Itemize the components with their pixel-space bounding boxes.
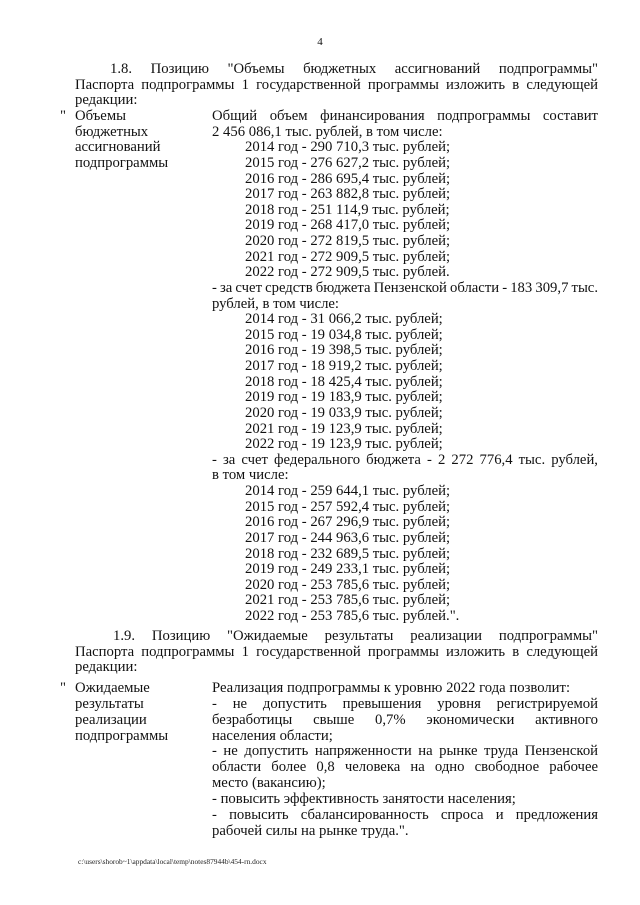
year-amount-line: 2016 год - 19 398,5 тыс. рублей;: [245, 342, 443, 359]
expected-results-text: [212, 681, 598, 839]
label-line: подпрограммы: [75, 727, 169, 744]
result-line: - повысить эффективность занятости населения;: [212, 790, 516, 807]
year-amount-line: 2021 год - 253 785,6 тыс. рублей;: [245, 592, 451, 609]
regional-budget-line: рублей, в том числе:: [212, 295, 340, 312]
result-line: безработицы свыше 0,7% экономически активного: [212, 711, 599, 728]
budget-allocation-text: [212, 109, 598, 625]
label-line: реализации: [75, 711, 147, 728]
page-number: 4: [317, 36, 323, 48]
quote-char: ": [60, 680, 66, 696]
result-line: - не допустить напряженности на рынке труда Пензенской: [212, 743, 599, 760]
year-amount-line: 2017 год - 244 963,6 тыс. рублей;: [245, 529, 451, 546]
label-line: ассигнований: [75, 139, 161, 156]
section-1-9-heading: [75, 629, 598, 676]
year-amount-line: 2022 год - 19 123,9 тыс. рублей;: [245, 436, 443, 453]
regional-budget-line: - за счет средств бюджета Пензенской области - 183 309,7 тыс.: [212, 279, 598, 296]
section-1-8-heading: [75, 62, 598, 109]
year-amount-line: 2020 год - 253 785,6 тыс. рублей;: [245, 576, 451, 593]
budget-position-label: [75, 109, 168, 172]
year-amount-line: 2014 год - 259 644,1 тыс. рублей;: [245, 483, 451, 499]
year-amount-line: 2017 год - 263 882,8 тыс. рублей;: [245, 186, 451, 203]
label-line: Ожидаемые: [75, 680, 150, 696]
year-amount-line: 2021 год - 19 123,9 тыс. рублей;: [245, 420, 443, 437]
heading-line: 1.9. Позицию "Ожидаемые результаты реализации подпрограммы": [113, 628, 598, 644]
year-amount-line: 2020 год - 19 033,9 тыс. рублей;: [245, 404, 443, 421]
year-amount-line: 2020 год - 272 819,5 тыс. рублей;: [245, 233, 451, 249]
federal-budget-line: в том числе:: [212, 467, 289, 484]
year-amount-line: 2015 год - 19 034,8 тыс. рублей;: [245, 326, 443, 343]
year-amount-line: 2018 год - 251 114,9 тыс. рублей;: [245, 201, 450, 218]
year-amount-line: 2022 год - 272 909,5 тыс. рублей.: [245, 264, 450, 281]
heading-line: редакции:: [75, 92, 138, 109]
year-amount-line: 2016 год - 267 296,9 тыс. рублей;: [245, 514, 451, 531]
label-line: результаты: [75, 695, 144, 712]
result-line: рабочей силы на рынке труда.".: [212, 822, 409, 839]
year-amount-line: 2019 год - 249 233,1 тыс. рублей;: [245, 561, 451, 578]
result-line: области более 0,8 человека на одно свободное рабочее: [212, 759, 598, 776]
heading-line: Паспорта подпрограммы 1 государственной программы изложить в следующей: [75, 643, 598, 660]
heading-line: редакции:: [75, 659, 138, 676]
year-amount-line: 2014 год - 290 710,3 тыс. рублей;: [245, 139, 451, 156]
total-funding-line: Общий объем финансирования подпрограммы составит: [212, 108, 598, 124]
file-path-footer: c:\users\shorob~1\appdata\local\temp\notes87944b\454-rn.docx: [78, 857, 267, 866]
result-line: Реализация подпрограммы к уровню 2022 года позволит:: [212, 680, 571, 696]
label-line: подпрограммы: [75, 154, 169, 171]
opening-quote-mark: ": [60, 108, 66, 124]
label-line: Объемы: [75, 108, 126, 124]
year-amount-line: 2019 год - 19 183,9 тыс. рублей;: [245, 389, 443, 406]
year-amount-line: 2018 год - 232 689,5 тыс. рублей;: [245, 545, 451, 562]
heading-line: 1.8. Позицию "Объемы бюджетных ассигнований подпрограммы": [110, 61, 598, 77]
result-line: населения области;: [212, 727, 333, 744]
year-amount-line: 2022 год - 253 785,6 тыс. рублей.".: [245, 608, 460, 624]
year-amount-line: 2019 год - 268 417,0 тыс. рублей;: [245, 217, 451, 234]
year-amount-line: 2021 год - 272 909,5 тыс. рублей;: [245, 248, 451, 265]
heading-line: Паспорта подпрограммы 1 государственной программы изложить в следующей: [75, 76, 598, 93]
year-amount-line: 2015 год - 257 592,4 тыс. рублей;: [245, 498, 451, 515]
year-amount-line: 2016 год - 286 695,4 тыс. рублей;: [245, 170, 451, 187]
total-funding-line: 2 456 086,1 тыс. рублей, в том числе:: [212, 123, 443, 140]
opening-quote-mark: [60, 681, 66, 697]
year-amount-line: 2018 год - 18 425,4 тыс. рублей;: [245, 373, 443, 390]
result-line: - не допустить превышения уровня регистрируемой: [212, 695, 599, 712]
result-line: место (вакансию);: [212, 775, 326, 792]
year-amount-line: 2014 год - 31 066,2 тыс. рублей;: [245, 311, 443, 328]
federal-budget-line: - за счет федерального бюджета - 2 272 776,4 тыс. рублей,: [212, 451, 598, 468]
year-amount-line: 2017 год - 18 919,2 тыс. рублей;: [245, 358, 443, 374]
year-amount-line: 2015 год - 276 627,2 тыс. рублей;: [245, 154, 451, 171]
result-line: - повысить сбалансированность спроса и предложения: [212, 806, 598, 823]
expected-results-label: [75, 681, 168, 744]
label-line: бюджетных: [75, 123, 149, 140]
